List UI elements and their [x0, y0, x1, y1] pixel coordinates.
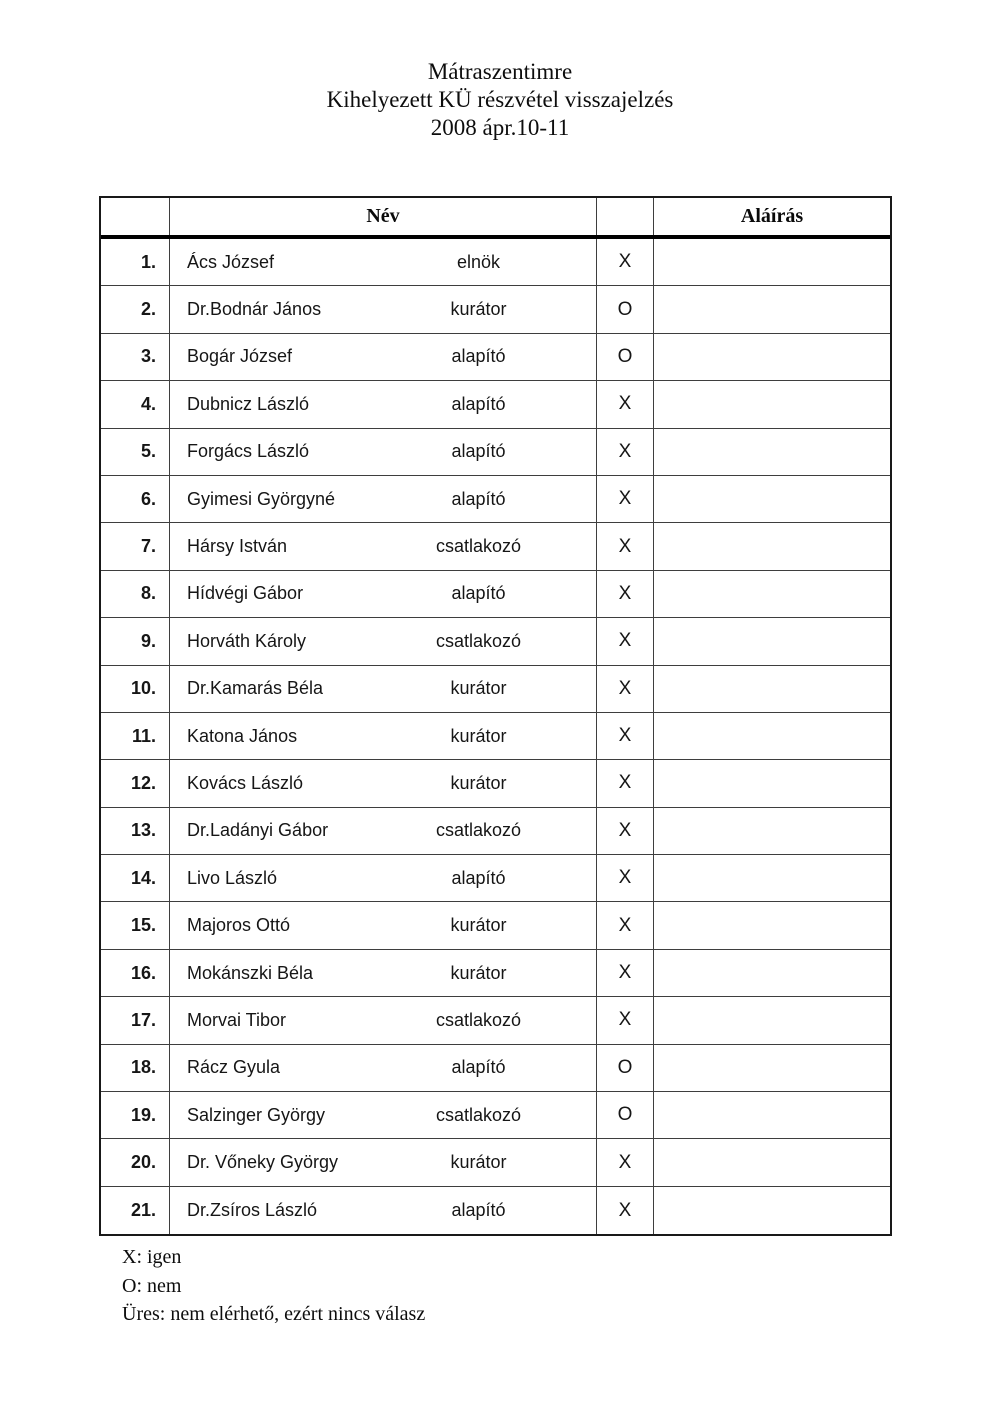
member-name-cell: [170, 1139, 597, 1185]
row-number-cell: 5.: [101, 429, 170, 475]
attendance-mark: X: [597, 950, 654, 996]
attendance-mark: X: [597, 1187, 654, 1234]
row-number-cell: 9.: [101, 618, 170, 664]
row-number-cell: 1.: [101, 239, 170, 285]
row-number-cell: 2.: [101, 286, 170, 332]
attendance-mark: O: [597, 334, 654, 380]
table-row: [101, 239, 890, 286]
table-row: [101, 713, 890, 760]
member-name-cell: [170, 808, 597, 854]
table-row: [101, 571, 890, 618]
row-number-cell: 17.: [101, 997, 170, 1043]
member-role: alapító: [451, 1200, 506, 1220]
row-number-cell: 10.: [101, 666, 170, 712]
row-number-cell: 18.: [101, 1045, 170, 1091]
member-name-cell: [170, 381, 597, 427]
member-name: Mokánszki Béla: [187, 962, 314, 983]
legend-x: X: igen: [122, 1246, 182, 1268]
row-number-cell: 21.: [101, 1187, 170, 1234]
member-name: Majoros Ottó: [187, 915, 291, 936]
signature-cell: [654, 286, 890, 332]
row-number-cell: 13.: [101, 808, 170, 854]
table-row: [101, 997, 890, 1044]
member-role: kurátor: [450, 678, 507, 699]
member-name: Ács József: [187, 251, 275, 272]
member-role: alapító: [451, 441, 506, 462]
member-name: Dr.Ladányi Gábor: [187, 820, 329, 841]
member-name: Dr. Vőneky György: [187, 1152, 339, 1173]
table-row: [101, 760, 890, 807]
attendance-mark: X: [597, 239, 654, 285]
table-row: [101, 381, 890, 428]
signature-cell: [654, 239, 890, 285]
member-role: alapító: [451, 346, 506, 367]
member-name-cell: [170, 997, 597, 1043]
row-number-cell: 11.: [101, 713, 170, 759]
signature-cell: [654, 571, 890, 617]
member-name-cell: [170, 950, 597, 996]
attendance-mark: X: [597, 476, 654, 522]
member-name-cell: [170, 855, 597, 901]
member-name: Dr.Bodnár János: [187, 299, 322, 320]
table-row: [101, 902, 890, 949]
table-row: [101, 855, 890, 902]
member-name-cell: [170, 286, 597, 332]
attendance-mark: O: [597, 1092, 654, 1138]
member-name-cell: [170, 1187, 597, 1234]
member-name-cell: [170, 902, 597, 948]
member-name-cell: [170, 618, 597, 664]
signature-cell: [654, 713, 890, 759]
member-name: Dr.Zsíros László: [187, 1200, 318, 1220]
signature-cell: [654, 855, 890, 901]
attendance-mark: X: [597, 808, 654, 854]
member-name-cell: [170, 476, 597, 522]
attendance-mark: O: [597, 286, 654, 332]
member-role: kurátor: [450, 1152, 507, 1173]
signature-cell: [654, 1092, 890, 1138]
row-number-cell: 12.: [101, 760, 170, 806]
row-number-cell: 14.: [101, 855, 170, 901]
row-number-cell: 4.: [101, 381, 170, 427]
signature-cell: [654, 950, 890, 996]
attendance-mark: X: [597, 713, 654, 759]
document-title: [0, 58, 1000, 142]
member-name: Gyimesi Györgyné: [187, 488, 336, 509]
member-role: alapító: [451, 1057, 506, 1078]
table-row: [101, 429, 890, 476]
member-name: Dr.Kamarás Béla: [187, 678, 324, 699]
member-name-cell: [170, 666, 597, 712]
table-row: [101, 523, 890, 570]
member-name-cell: [170, 1092, 597, 1138]
table-body: [101, 239, 890, 1234]
table-row: [101, 1045, 890, 1092]
attendance-mark: X: [597, 902, 654, 948]
member-role: kurátor: [450, 725, 507, 746]
member-role: csatlakozó: [435, 820, 522, 841]
row-number-cell: 7.: [101, 523, 170, 569]
member-role: alapító: [451, 867, 506, 888]
member-role: csatlakozó: [435, 536, 522, 557]
signature-cell: [654, 523, 890, 569]
signature-cell: [654, 902, 890, 948]
table-row: [101, 618, 890, 665]
member-role: kurátor: [450, 772, 507, 793]
member-role: alapító: [451, 393, 506, 414]
row-number-cell: 15.: [101, 902, 170, 948]
table-row: [101, 334, 890, 381]
signature-cell: [654, 1139, 890, 1185]
legend: [122, 1243, 425, 1329]
title-subject: Kihelyezett KÜ részvétel visszajelzés: [326, 87, 674, 112]
table-row: [101, 666, 890, 713]
signature-cell: [654, 429, 890, 475]
title-date: 2008 ápr.10-11: [430, 115, 570, 140]
signature-cell: [654, 666, 890, 712]
member-name: Morvai Tibor: [187, 1009, 287, 1030]
signature-cell: [654, 1045, 890, 1091]
header-name-cell: Név: [170, 198, 597, 235]
table-row: [101, 286, 890, 333]
table-row: [101, 1092, 890, 1139]
member-role: csatlakozó: [435, 1104, 522, 1125]
table-row: [101, 1187, 890, 1234]
attendance-mark: X: [597, 666, 654, 712]
row-number-cell: 3.: [101, 334, 170, 380]
member-name: Forgács László: [187, 441, 310, 462]
row-number-cell: 19.: [101, 1092, 170, 1138]
member-name: Hársy István: [187, 536, 288, 557]
signature-cell: [654, 808, 890, 854]
legend-empty: Üres: nem elérhető, ezért nincs válasz: [122, 1303, 426, 1325]
title-location: Mátraszentimre: [427, 59, 573, 84]
signature-cell: [654, 760, 890, 806]
attendance-mark: X: [597, 760, 654, 806]
attendance-mark: O: [597, 1045, 654, 1091]
row-number-cell: 6.: [101, 476, 170, 522]
member-name: Salzinger György: [187, 1104, 326, 1125]
member-role: kurátor: [450, 962, 507, 983]
header-mark-cell: [597, 198, 654, 235]
header-signature-cell: Aláírás: [740, 205, 804, 227]
legend-o: O: nem: [122, 1274, 182, 1297]
table-header-row: [101, 198, 890, 239]
signature-cell: [654, 618, 890, 664]
member-name: Livo László: [187, 867, 278, 888]
member-role: csatlakozó: [435, 1009, 522, 1030]
member-role: kurátor: [450, 915, 507, 936]
member-name-cell: [170, 571, 597, 617]
member-name: Dubnicz László: [187, 393, 310, 414]
member-name: Bogár József: [187, 346, 293, 367]
signature-cell: [654, 334, 890, 380]
signature-cell: [654, 997, 890, 1043]
member-name: Katona János: [187, 725, 298, 746]
attendance-mark: X: [597, 429, 654, 475]
member-name-cell: [170, 713, 597, 759]
table-row: [101, 1139, 890, 1186]
member-role: alapító: [451, 583, 506, 604]
member-name-cell: [170, 1045, 597, 1091]
member-name: Horváth Károly: [187, 630, 307, 651]
signature-cell: [654, 476, 890, 522]
table-row: [101, 476, 890, 523]
attendance-mark: X: [597, 855, 654, 901]
attendance-mark: X: [597, 1139, 654, 1185]
attendance-mark: X: [597, 523, 654, 569]
signature-cell: [654, 1187, 890, 1234]
member-name-cell: [170, 239, 597, 285]
member-role: kurátor: [450, 299, 507, 320]
attendance-table: [99, 196, 892, 1236]
attendance-mark: X: [597, 997, 654, 1043]
row-number-cell: 16.: [101, 950, 170, 996]
header-number-cell: [101, 198, 170, 235]
member-name: Rácz Gyula: [187, 1057, 281, 1078]
member-name-cell: [170, 334, 597, 380]
attendance-mark: X: [597, 618, 654, 664]
signature-cell: [654, 381, 890, 427]
attendance-mark: X: [597, 571, 654, 617]
member-name-cell: [170, 760, 597, 806]
row-number-cell: 8.: [101, 571, 170, 617]
member-name: Kovács László: [187, 772, 304, 793]
member-role: csatlakozó: [435, 630, 522, 651]
member-role: elnök: [456, 251, 501, 272]
member-role: alapító: [451, 488, 506, 509]
attendance-mark: X: [597, 381, 654, 427]
member-name-cell: [170, 429, 597, 475]
member-name-cell: [170, 523, 597, 569]
table-row: [101, 950, 890, 997]
table-row: [101, 808, 890, 855]
member-name: Hídvégi Gábor: [187, 583, 304, 604]
row-number-cell: 20.: [101, 1139, 170, 1185]
